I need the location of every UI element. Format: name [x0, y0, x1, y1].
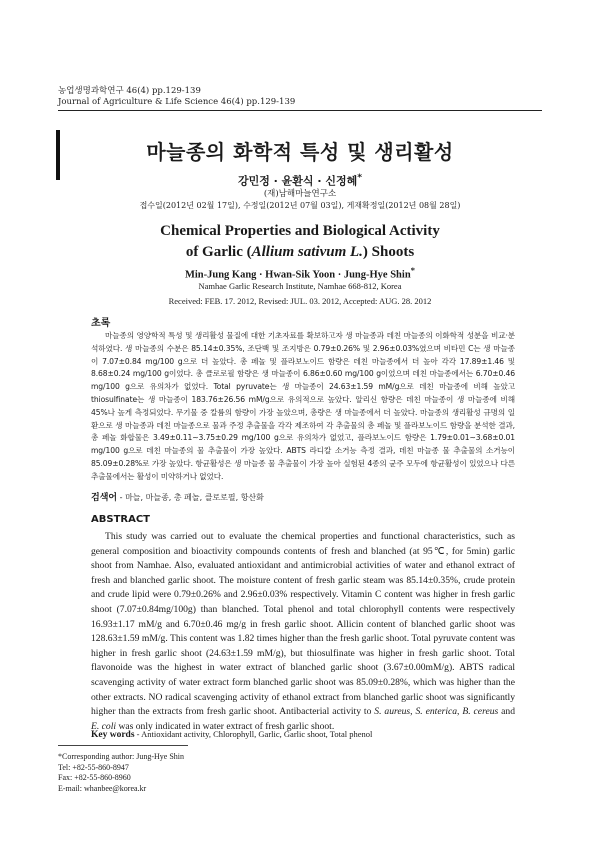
korean-dates: 접수일(2012년 02월 17일), 수정일(2012년 07월 03일), 게재확정일(2012년 08월 28일)	[139, 201, 461, 210]
english-abstract-main: This study was carried out to evaluate the chemical properties and functional characteristics, such as general composition and bioactivity compounds contents of fresh and blanched (at 95℃, for 5min) garlic shoot from Namhae. Also, evaluated antioxidant and antimicrobial activities of water and ethanol extract of fresh and blanched garlic shoot. The moisture content of fresh garlic steam was 85.14±0.35%, crude protein and crude lipid were 0.79±0.26% and 2.96±0.03% respectively. Vitamin C content was higher in fresh garlic shoot (7.07±0.84mg/100g) than blanched. Total phenol and total chlorophyll contents were respectively 16.93±1.17 mM/g and 6.70±0.46 mg/g in fresh garlic shoot. Allicin content of blanched garlic shoot was 128.63±1.59 mM/g. This content was 1.82 times higher than the fresh garlic shoot. Total pyruvate content was higher in fresh garlic shoot (24.63±1.59 mM/g), but thiosulfinate was higher in fresh garlic shoot. Total flavonoide was the highest in water extract of blanched garlic shoot (3.67±0.00mM/g). ABTS radical scavenging activity of water extract form blanched garlic shoot was 85.09±0.28%, which was higher than the other extracts. NO radical scavenging activity of ethanol extract from blanched garlic shoot was significantly higher than the extracts from fresh garlic shoot. Antibacterial activity to	[91, 531, 515, 718]
footnote	[58, 752, 184, 794]
species-b-cereus: B. cereus	[462, 706, 499, 718]
header-rule	[58, 110, 542, 111]
korean-abstract-heading: 초록	[91, 318, 111, 329]
english-abstract-end: was only indicated in water extract of fresh garlic shoot.	[116, 720, 335, 732]
english-title	[0, 221, 600, 263]
english-title-line2	[0, 242, 600, 263]
corresponding-author: *Corresponding author: Jung-Hye Shin	[58, 752, 184, 761]
fax: Fax: +82-55-860-8960	[58, 773, 131, 782]
korean-abstract-body: 마늘종의 영양학적 특성 및 생리활성 물질에 대한 기초자료를 확보하고자 생 마늘종과 데친 마늘종의 이화학적 성분을 비교·분석하였다. 생 마늘종의 수분은 85.14±0.35%, 조단백 및 조지방은 0.79±0.26% 및 2.96±0.03%였으며 비타민 C는 생 마늘종이 7.07±0.84 mg/100 g으로 더 높았다. 총 페놀 및 플라보노이드 함량은 데친 마늘종에서 더 높아 각각 17.89±1.46 및 8.68±0.24 mg/100 g이었다. 총 클로로필 함량은 생 마늘종이 6.86±0.60 mg/100 g이었으며 데친 마늘종에서는 6.70±0.46 mg/100 g으로 유의차가 없었다. Total pyruvate는 생 마늘종이 24.63±1.59 mM/g으로 데친 마늘종에 비해 높았고 thiosulfinate는 생 마늘종이 183.76±26.56 mM/g으로 유의적으로 높았다. 알리신 함량은 데친 마늘종이 생 마늘종에 비해 45%나 높게 측정되었다. 무기물 중 칼륨의 함량이 가장 높았으며, 총량은 생 마늘종에서 더 높았다. 마늘종의 생리활성 규명의 일환으로 생 마늘종과 데친 마늘종으로 물과 주정 추출물을 각각 제조하여 각 추출물의 총 페놀 및 플라보노이드 함량을 분석한 결과, 총 페놀 화합물은 3.49±0.11~3.75±0.29 mg/100 g으로 유의차가 없었고, 플라보노이드 함량은 1.79±0.01~3.68±0.01 mg/100 g으로 데친 마늘종의 물 추출물이 가장 높았다. ABTS 라디칼 소거능 측정 결과, 데친 마늘종 물 추출물의 소거능이 85.09±0.28%로 가장 높았다. 항균활성은 생 마늘종 물 추출물이 가장 높아 실험된 4종의 균주 모두에 항균활성이 있었으나 다른 추출물에서는 활성이 미약하거나 없었다.	[91, 331, 515, 481]
korean-title: 마늘종의 화학적 특성 및 생리활성	[146, 140, 454, 164]
english-abstract-heading: ABSTRACT	[91, 514, 150, 525]
english-authors	[0, 265, 600, 281]
english-title-line1: Chemical Properties and Biological Activity	[160, 223, 440, 239]
footnote-rule	[58, 745, 188, 746]
separator: and	[498, 706, 516, 718]
journal-header	[58, 86, 295, 108]
english-keywords-list: - Antioxidant activity, Chlorophyll, Garlic, Garlic shoot, Total phenol	[134, 729, 373, 739]
species-s-aureus: S. aureus	[374, 706, 411, 718]
email: E-mail: whanbee@korea.kr	[58, 783, 147, 793]
english-abstract-body	[91, 530, 515, 734]
korean-affiliation: (재)남해마늘연구소	[263, 189, 337, 199]
english-author-names: Min-Jung Kang · Hwan-Sik Yoon · Jung-Hye Shin	[184, 269, 411, 281]
species-name: Allium sativum L.	[251, 244, 363, 260]
title-line2-pre: of Garlic (	[185, 244, 252, 260]
english-keywords-label: Key words	[91, 730, 135, 740]
english-affiliation: Namhae Garlic Research Institute, Namhae 668-812, Korea	[198, 281, 402, 291]
journal-name-english: Journal of Agriculture & Life Science 46(4) pp.129-139	[58, 97, 296, 107]
separator: ,	[457, 706, 463, 718]
species-s-enterica: S. enterica	[415, 706, 458, 718]
english-dates: Received: FEB. 17. 2012, Revised: JUL. 03. 2012, Accepted: AUG. 28. 2012	[168, 296, 432, 306]
journal-name-korean: 농업생명과학연구 46(4) pp.129-139	[58, 86, 201, 96]
korean-keywords-label: 검색어	[91, 493, 118, 503]
corresponding-mark-en: *	[410, 265, 416, 275]
separator: ,	[410, 706, 416, 718]
korean-author-names: 강민정 · 윤환식 · 신정혜	[237, 174, 358, 188]
title-line2-post: ) Shoots	[362, 244, 415, 260]
korean-keywords	[91, 490, 264, 503]
corresponding-mark-kr: *	[357, 172, 363, 183]
english-keywords	[91, 729, 372, 740]
telephone: Tel: +82-55-860-8947	[58, 762, 129, 772]
species-e-coli: E. coli	[91, 720, 117, 732]
korean-keywords-list: - 마늘, 마늘종, 총 페놀, 클로로필, 항산화	[117, 493, 264, 502]
